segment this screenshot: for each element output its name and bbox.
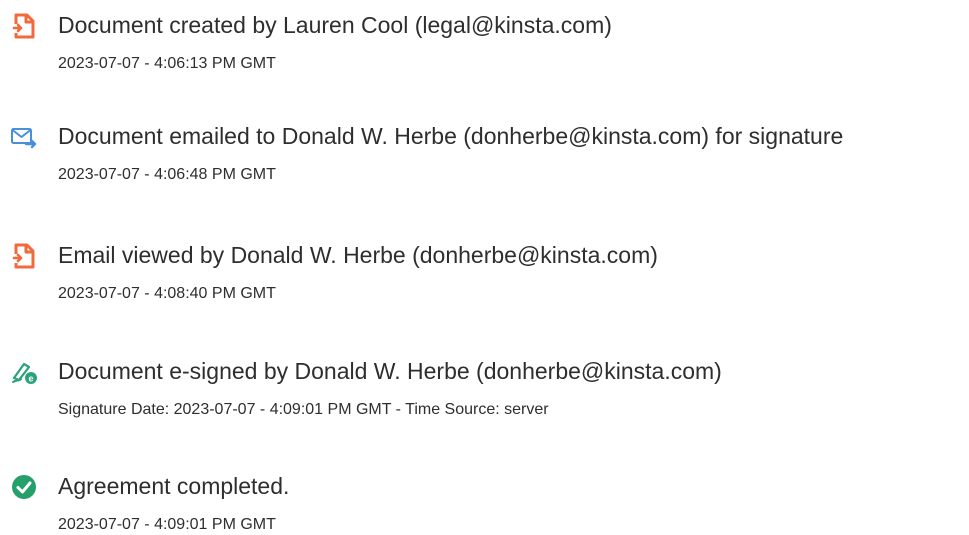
event-title: Agreement completed. [58,473,290,499]
document-viewed-icon [10,242,38,270]
audit-event-signed [0,356,969,426]
checkmark-circle-icon [10,473,38,501]
event-title: Document created by Lauren Cool (legal@kinsta.com) [58,12,612,38]
event-title: Email viewed by Donald W. Herbe (donherbe@kinsta.com) [58,242,658,268]
e-signature-icon [10,358,38,386]
event-timestamp: Signature Date: 2023-07-07 - 4:09:01 PM GMT - Time Source: server [58,401,549,418]
audit-event-completed [0,471,969,535]
audit-event-created [0,10,969,80]
audit-event-viewed [0,240,969,310]
audit-event-emailed [0,121,969,191]
event-timestamp: 2023-07-07 - 4:09:01 PM GMT [58,516,276,533]
event-timestamp: 2023-07-07 - 4:08:40 PM GMT [58,285,276,302]
event-title: Document e-signed by Donald W. Herbe (donherbe@kinsta.com) [58,358,722,384]
document-created-icon [10,12,38,40]
event-timestamp: 2023-07-07 - 4:06:13 PM GMT [58,55,276,72]
event-title: Document emailed to Donald W. Herbe (donherbe@kinsta.com) for signature [58,123,844,149]
svg-text:e: e [28,373,34,384]
email-sent-icon [10,123,38,151]
event-timestamp: 2023-07-07 - 4:06:48 PM GMT [58,166,276,183]
